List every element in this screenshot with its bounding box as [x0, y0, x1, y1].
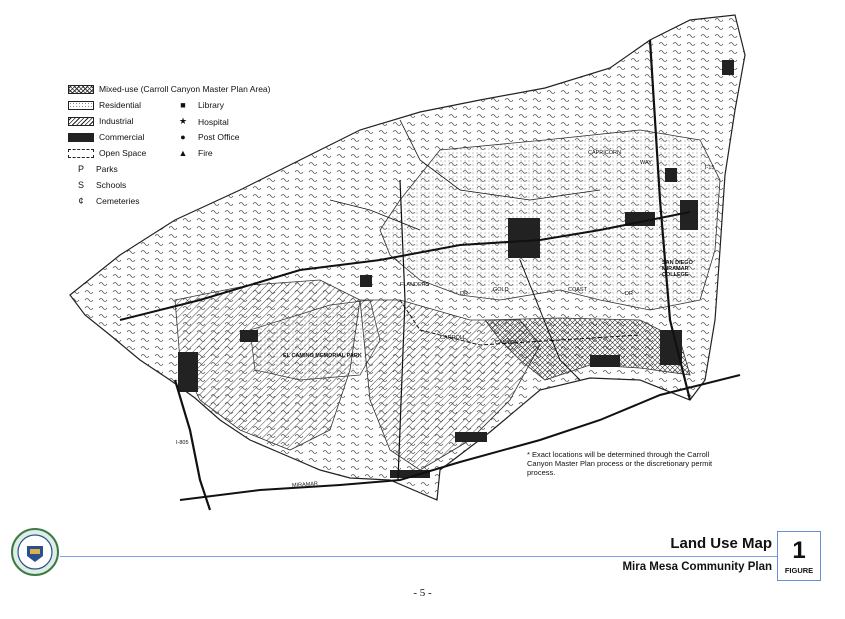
legend-label: Industrial [99, 116, 134, 126]
map-legend [68, 84, 348, 214]
plan-subtitle: Mira Mesa Community Plan [622, 561, 772, 573]
fire-triangle-icon: ▲ [178, 148, 188, 158]
map-title: Land Use Map [670, 535, 772, 552]
mixed-use-swatch [68, 85, 94, 94]
parks-symbol: P [77, 164, 84, 174]
legend-label: Mixed-use (Carroll Canyon Master Plan Area) [99, 84, 271, 94]
industrial-swatch [68, 117, 94, 126]
legend-label: Commercial [99, 132, 145, 142]
map-label-dr1: DR [460, 291, 468, 297]
legend-row-schools [76, 180, 126, 190]
legend-label: Parks [96, 164, 118, 174]
legend-row-cemeteries [76, 196, 139, 206]
map-label-miramar: MIRAMAR [291, 481, 319, 489]
map-label-canyon: CANYON [495, 340, 519, 346]
footnote: * Exact locations will be determined through the Carroll Canyon Master Plan process or the discretionary permit process. [527, 450, 713, 477]
legend-row-parks [76, 164, 118, 174]
open-space-swatch [68, 149, 94, 158]
city-seal [12, 529, 58, 575]
legend-label: Cemeteries [96, 196, 140, 206]
map-label-i15: I-15 [705, 165, 715, 171]
legend-label: Residential [99, 100, 142, 110]
industrial-area [175, 280, 360, 450]
legend-label: Library [198, 100, 224, 110]
legend-label: Fire [198, 148, 213, 158]
hospital-star-icon: ★ [178, 116, 188, 126]
legend-row-hospital [178, 116, 229, 127]
commercial-swatch [68, 133, 94, 142]
map-label-capricorn: CAPRICORN [588, 150, 622, 156]
header-rule [60, 556, 777, 557]
legend-row-mixed-use [68, 84, 270, 94]
residential-swatch [68, 101, 94, 110]
schools-symbol: S [77, 180, 84, 190]
map-label-i805: I-805 [176, 440, 189, 446]
map-label-coast: COAST [568, 287, 587, 293]
map-label-way: WAY [640, 160, 652, 166]
page-number: - 5 - [413, 587, 432, 599]
legend-row-open-space [68, 148, 146, 158]
legend-row-commercial [68, 132, 144, 142]
map-label-dr2: DR [625, 291, 633, 297]
legend-row-residential [68, 100, 141, 110]
legend-row-industrial [68, 116, 134, 126]
legend-label: Post Office [198, 132, 240, 142]
legend-label: Open Space [99, 148, 147, 158]
cemeteries-symbol: ¢ [78, 196, 84, 206]
map-label-flanders: FLANDERS [400, 282, 430, 288]
figure-box [777, 531, 821, 581]
map-label-carroll: CARROLL [440, 335, 466, 341]
legend-row-post-office [178, 132, 239, 142]
library-square-icon: ■ [180, 100, 186, 110]
figure-number: 1 [792, 537, 806, 564]
map-label-memorial-park: EL CAMINO MEMORIAL PARK [283, 353, 362, 359]
legend-row-fire [178, 148, 213, 158]
legend-label: Schools [96, 180, 127, 190]
map-label-gold: GOLD [493, 287, 509, 293]
post-office-circle-icon: ● [180, 132, 186, 142]
legend-label: Hospital [198, 116, 229, 127]
map-label-college: SAN DIEGO MIRAMAR COLLEGE [662, 260, 693, 278]
figure-label: FIGURE [784, 566, 814, 575]
legend-row-library [178, 100, 224, 110]
